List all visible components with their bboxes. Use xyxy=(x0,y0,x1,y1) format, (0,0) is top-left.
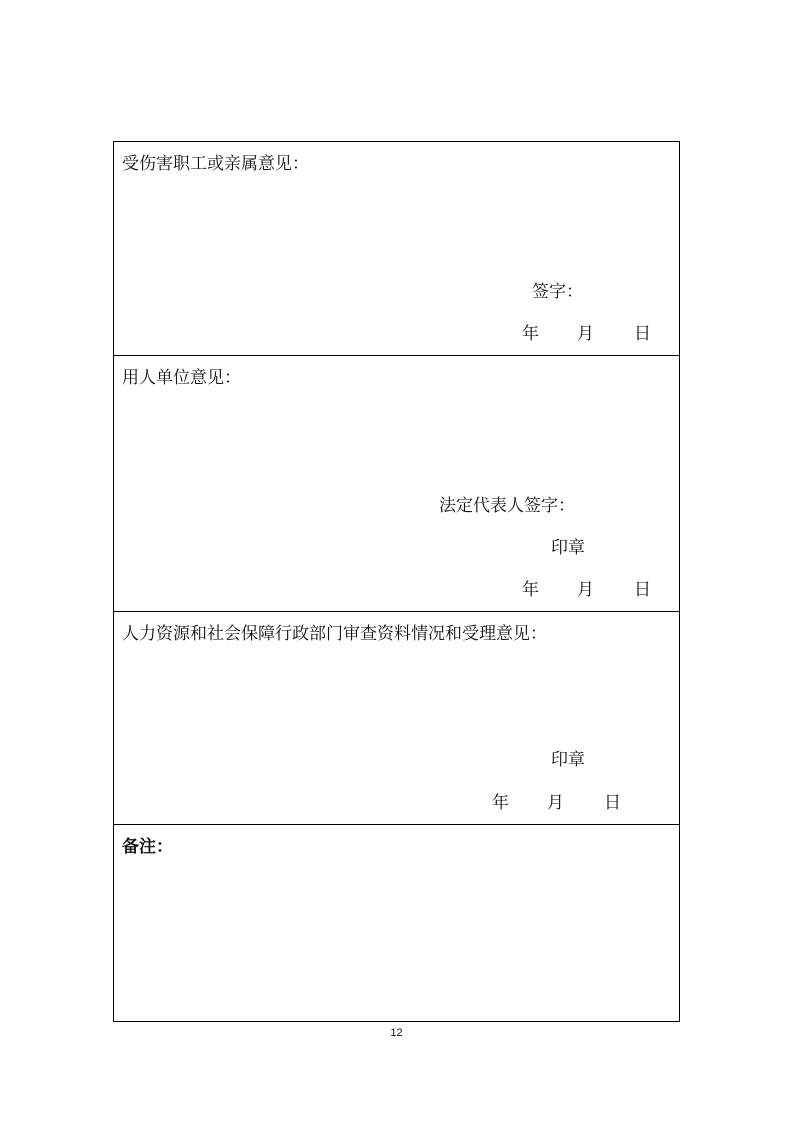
hr-department-date-month: 月 xyxy=(547,793,564,813)
hr-department-seal-label: 印章 xyxy=(551,750,585,770)
employee-signature-label: 签字： xyxy=(532,282,583,302)
employer-date-day: 日 xyxy=(634,580,651,600)
remarks-heading: 备注： xyxy=(122,837,173,857)
hr-department-date-day: 日 xyxy=(604,793,621,813)
page-number: 12 xyxy=(390,1027,403,1039)
hr-department-date-year: 年 xyxy=(492,793,509,813)
employee-opinion-heading: 受伤害职工或亲属意见： xyxy=(122,154,309,174)
employer-date-month: 月 xyxy=(577,580,594,600)
employer-opinion-section xyxy=(114,356,679,612)
employer-date-year: 年 xyxy=(522,580,539,600)
employer-seal-label: 印章 xyxy=(551,538,585,558)
employee-date-year: 年 xyxy=(522,324,539,344)
hr-department-opinion-heading: 人力资源和社会保障行政部门审查资料情况和受理意见： xyxy=(122,624,547,644)
employee-date-month: 月 xyxy=(577,324,594,344)
employee-opinion-section xyxy=(114,142,679,356)
hr-department-opinion-section xyxy=(114,612,679,825)
remarks-section xyxy=(114,825,679,1021)
legal-representative-signature-label: 法定代表人签字： xyxy=(439,496,575,516)
opinion-form-table xyxy=(113,141,680,1022)
employer-opinion-heading: 用人单位意见： xyxy=(122,368,241,388)
employee-date-day: 日 xyxy=(634,324,651,344)
